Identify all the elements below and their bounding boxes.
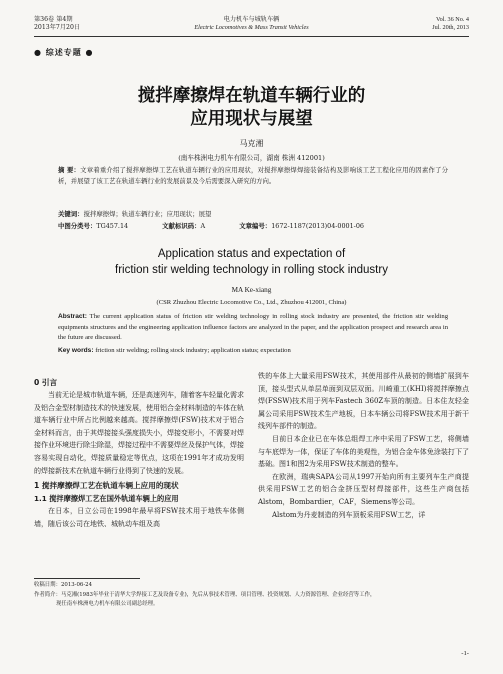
journal-date-en: Jul. 20th, 2013 <box>432 24 469 31</box>
journal-name-zh: 电力机车与城轨车辆 <box>223 16 280 23</box>
abstract-en-label: Abstract: <box>58 313 87 320</box>
keywords-en-label: Key words: <box>58 347 94 354</box>
footnote-rule <box>34 578 140 579</box>
section-1-1-paragraph: 在日本，日立公司在1998年最早将FSW技术用于地铁车体侧墙，随后该公司在地铁、城轨动车组及高 <box>34 507 244 528</box>
keywords-zh <box>58 209 448 220</box>
affiliation-zh: (南车株洲电力机车有限公司，湖南 株洲 412001) <box>178 154 325 162</box>
author-zh: 马克湘 <box>239 139 264 148</box>
section-tag: ● 综述专题 ● <box>34 47 94 57</box>
classification-line <box>58 221 448 232</box>
doc-code-value: A <box>200 222 206 230</box>
abstract-zh-text: 文章着重介绍了搅拌摩擦焊工艺在轨道车辆行业的应用现状，对搅拌摩擦焊焊接装备结构及影响该工艺工程化应用的因素作了分析，并展望了该工艺在轨道车辆行业的发展前景及今后需要深入研究的方向。 <box>58 166 448 185</box>
article-no-value: 1672-1187(2013)04-0001-06 <box>271 222 364 230</box>
right-column <box>258 370 469 521</box>
clc-value: TG457.14 <box>96 222 129 230</box>
author-en: MA Ke-xiang <box>231 286 272 294</box>
header-center <box>0 16 503 32</box>
title-zh-line2: 应用现状与展望 <box>190 109 313 129</box>
right-paragraph-3: 在欧洲，瑞典SAPA公司从1997开始向所有主要列车生产商提供采用FSW工艺的铝合金挤压型材焊接部件，这些生产商包括Alstom，Bombardier，CAF，Siemens等公司。 <box>258 472 469 506</box>
journal-volume-en: Vol. 36 No. 4 <box>435 16 469 23</box>
header-right <box>432 16 469 32</box>
title-zh-line1: 搅拌摩擦焊在轨道车辆行业的 <box>137 86 366 106</box>
header-rule <box>34 36 469 37</box>
right-paragraph-2: 目前日本企业已在车体总组焊工序中采用了FSW工艺，将侧墙与车底焊为一体，保证了车体的美观性，为铝合金车体免涂装打下了基础。图1和图2为采用FSW技术制造的整车。 <box>258 434 469 469</box>
abstract-en-text: The current application status of friction stir welding technology in rolling stock industry are presented, the friction stir welding equipments structures and the engineering application influence factors are analyzed in the paper, and the application prospect and research area in the future are discussed. <box>58 313 448 341</box>
keywords-en-text: friction stir welding; rolling stock industry; application status; expectation <box>93 347 291 354</box>
section-1-1-heading: 1.1 搅拌摩擦焊工艺在国外轨道车辆上的应用 <box>34 494 179 504</box>
keywords-en <box>58 346 448 357</box>
journal-name-en: Electric Locomotives & Mass Transit Vehicles <box>194 24 309 31</box>
footnote <box>34 581 469 610</box>
abstract-zh-label: 摘 要： <box>58 166 81 174</box>
affiliation-en: (CSR Zhuzhou Electric Locomotive Co., Ltd., Zhuzhou 412001, China) <box>156 299 347 306</box>
doc-code-label: 文献标识码： <box>162 222 201 230</box>
right-paragraph-4: Alstom为丹麦制造的列车顶板采用FSW工艺，详 <box>272 510 426 519</box>
abstract-zh <box>58 165 448 187</box>
author-bio-line1: 作者简介：马克湘(1983年毕业于清华大学焊接工艺及设备专业)，先后从事技术管理、项目管理、投资规划、人力资源管理、企业经营等工作， <box>34 591 376 598</box>
section-0-paragraph: 当前无论是城市轨道车辆，还是高速列车，随着客车轻量化需求及铝合金型材制造技术的快速发展，使用铝合金材料制造的车体在轨道车辆行业中所占比例越来越高。搅拌摩擦焊(FSW)技术对于铝合金材料而言，由于其焊接接头强度损失小，焊接变形小，不需要对焊接作业环境进行除尘除湿，焊接过程中不需要焊丝及保护气体，焊接容易实现自动化，焊接质量稳定等优点，这项在1991年才成功发明的焊接新技术在轨道车辆行业得到了快速的发展。 <box>34 391 244 475</box>
title-en-line2: friction stir welding technology in rolling stock industry <box>115 264 388 276</box>
left-column <box>34 376 244 530</box>
keywords-zh-label: 关键词： <box>58 210 84 218</box>
section-0-heading: 0 引言 <box>34 378 58 387</box>
section-1-heading: 1 搅拌摩擦焊工艺在轨道车辆上应用的现状 <box>34 481 179 491</box>
journal-volume: 第36卷 第4期 <box>34 16 73 23</box>
right-paragraph-1: 铁的车体上大量采用FSW技术，其使用部件从最初的侧墙扩展到车顶，接头型式从单层单面到双层双面。川崎重工(KHI)将搅拌摩擦点焊(FSSW)技术用于列车Fastech 360Z车顶的制造。日本住友轻金属公司采用FSW技术生产地板，日本车辆公司将FSW技术用于新干线列车部件的制造。 <box>258 372 469 431</box>
received-date: 收稿日期：2013-06-24 <box>34 582 93 588</box>
keywords-zh-text: 搅拌摩擦焊；轨道车辆行业；应用现状；展望 <box>83 210 212 218</box>
title-en-line1: Application status and expectation of <box>157 248 346 260</box>
abstract-en <box>58 312 448 344</box>
article-no-label: 文章编号： <box>239 222 272 230</box>
clc-label: 中图分类号： <box>58 222 97 230</box>
page-number: -1- <box>461 650 469 657</box>
journal-date: 2013年7月20日 <box>34 24 81 31</box>
author-bio-line2: 现任南车株洲电力机车有限公司副总经理。 <box>56 601 159 607</box>
